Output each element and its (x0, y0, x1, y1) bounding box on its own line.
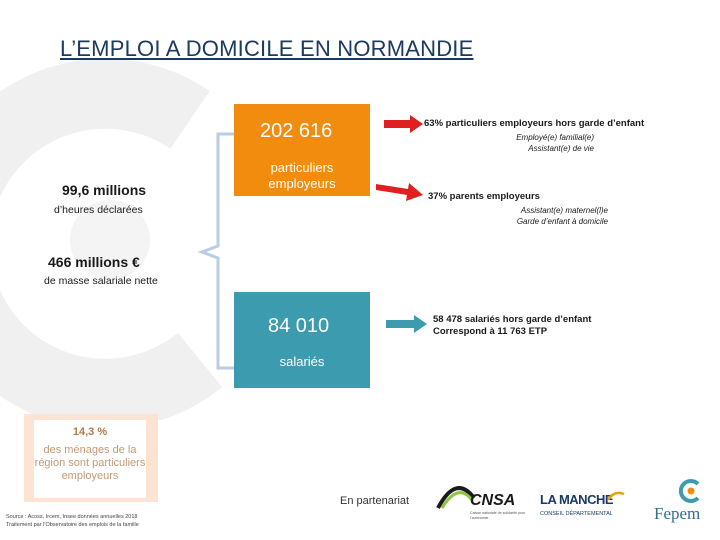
wages-value: 466 millions € (48, 254, 140, 270)
hours-value: 99,6 millions (62, 182, 147, 198)
bracket (198, 132, 238, 370)
source-note (6, 513, 139, 529)
first-breakdown-line2: Assistant(e) de vie (528, 144, 594, 153)
page-title: L’EMPLOI A DOMICILE EN NORMANDIE (60, 36, 474, 61)
second-breakdown-line1: Assistant(e) maternel(l)e (520, 206, 608, 215)
manche-subtitle: CONSEIL DÉPARTEMENTAL (540, 511, 613, 517)
callout-percent: 14,3 % (72, 426, 108, 438)
first-breakdown-title: 63% particuliers employeurs hors garde d’enfant (424, 118, 645, 129)
manche-wave-icon (606, 488, 626, 504)
employers-value: 202 616 (260, 120, 333, 142)
cnsa-logo (436, 480, 528, 524)
manche-name: LA MANCHE (540, 492, 614, 507)
la-manche-logo (536, 486, 632, 522)
first-breakdown-line1: Employé(e) familial(e) (516, 133, 594, 142)
arrow-down-right-icon (376, 180, 424, 202)
hours-label: d’heures déclarées (54, 204, 143, 216)
second-breakdown-line2: Garde d’enfant à domicile (516, 217, 608, 226)
second-breakdown-title: 37% parents employeurs (428, 191, 540, 202)
wages-label: de masse salariale nette (44, 275, 158, 287)
fepem-logo (650, 478, 716, 528)
source-line2: Traitement par l’Observatoire des emplois de la famille (6, 522, 139, 528)
employees-breakdown-line2: Correspond à 11 763 ETP (433, 326, 548, 337)
cnsa-subtitle: Caisse nationale de solidarité pour l’autonomie (470, 511, 526, 520)
partnership-label: En partenariat (340, 495, 410, 507)
callout-text: des ménages de la région sont particuliers employeurs (34, 444, 146, 482)
employees-box (234, 292, 370, 388)
source-line1: Source : Acoss, Ircem, Insee données annuelles 2018 (6, 514, 138, 520)
arrow-right-icon (384, 114, 424, 134)
fepem-name: Fepem (654, 504, 701, 523)
cnsa-name: CNSA (470, 492, 516, 509)
employees-value: 84 010 (268, 315, 330, 337)
employees-breakdown-line1: 58 478 salariés hors garde d’enfant (433, 314, 592, 325)
employers-label: particuliers employeurs (268, 160, 336, 191)
fepem-symbol-icon (678, 478, 702, 504)
arrow-teal-icon (386, 314, 428, 334)
household-callout (24, 414, 158, 502)
employees-label: salariés (279, 354, 325, 369)
